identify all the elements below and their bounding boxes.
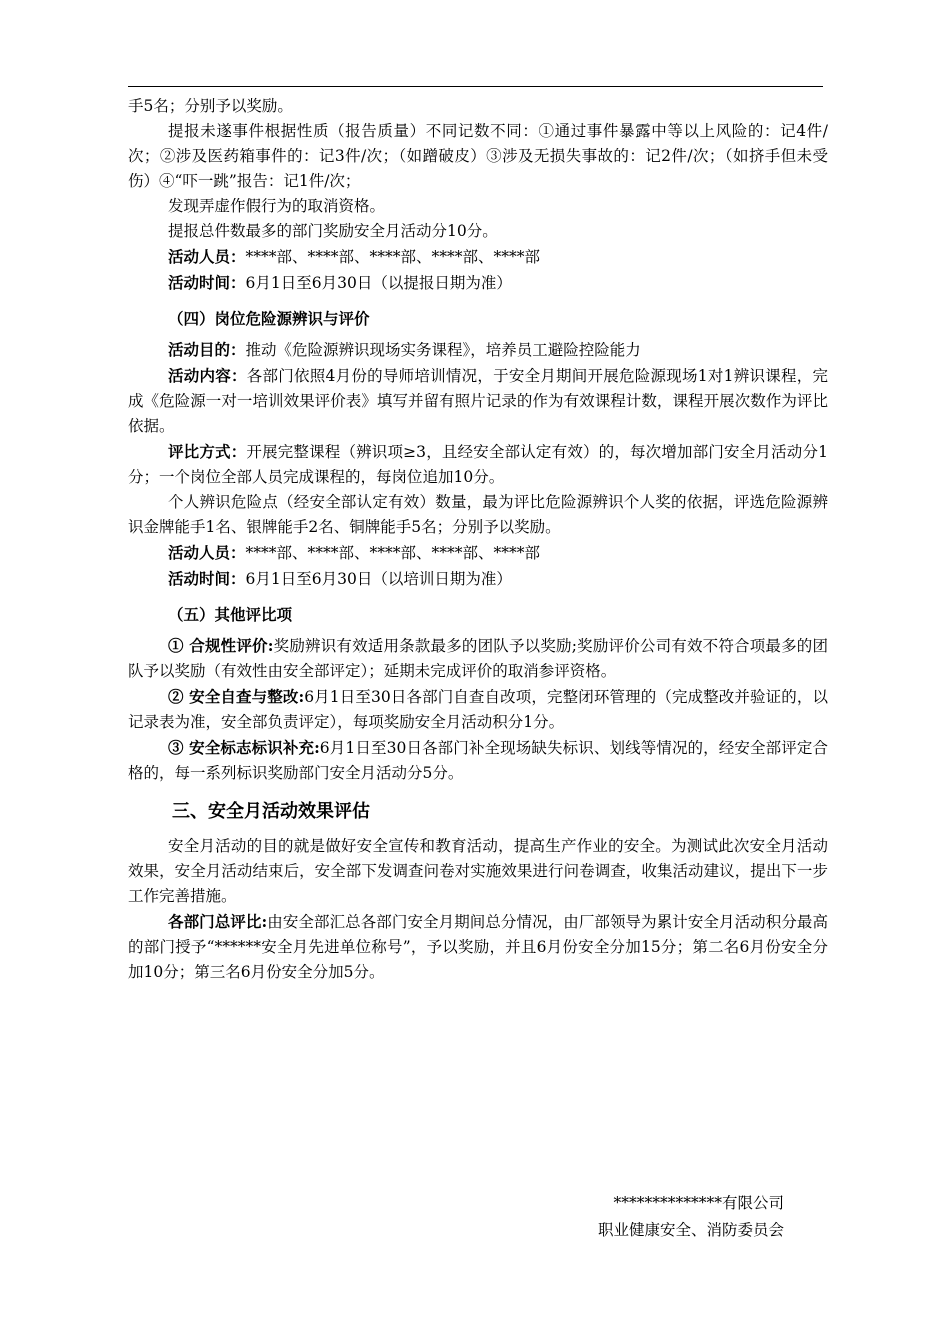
- activity-content: [128, 363, 828, 439]
- value: 由安全部汇总各部门安全月期间总分情况，由厂部领导为累计安全月活动积分最高的部门授予“******安全月先进单位称号”，予以奖励，并且6月份安全分加15分；第二名6月份安全分加10分；第三名6月份安全分加5分。: [128, 913, 828, 981]
- label: 评比方式：: [168, 442, 247, 461]
- paragraph: 个人辨识危险点（经安全部认定有效）数量，最为评比危险源辨识个人奖的依据，评选危险源辨识金牌能手1名、银牌能手2名、铜牌能手5名；分别予以奖励。: [128, 493, 828, 536]
- company-name: **************有限公司: [613, 1194, 784, 1212]
- label: 活动内容：: [168, 366, 247, 385]
- value: 奖励辨识有效适用条款最多的团队予以奖励;奖励评价公司有效不符合项最多的团队予以奖励（有效性由安全部评定）；延期未完成评价的取消参评资格。: [128, 637, 828, 680]
- paragraph: 发现弄虚作假行为的取消资格。: [168, 197, 386, 215]
- label: 活动时间：: [168, 569, 246, 588]
- value: 6月1日至30日各部门自查自改项，完整闭环管理的（完成整改并验证的，以记录表为准，安全部负责评定），每项奖励安全月活动积分1分。: [128, 688, 829, 731]
- overall-evaluation: [128, 909, 828, 985]
- list-item: [128, 684, 828, 735]
- paragraph: 提报总件数最多的部门奖励安全月活动分10分。: [168, 222, 498, 240]
- section-heading: （五）其他评比项: [168, 605, 293, 624]
- label: 活动人员：: [168, 247, 246, 266]
- label: 活动人员：: [168, 543, 246, 562]
- value: 推动《危险源辨识现场实务课程》，培养员工避险控险能力: [245, 341, 641, 359]
- chapter-heading: 三、安全月活动效果评估: [172, 801, 370, 822]
- list-item: [128, 735, 828, 786]
- value: 各部门依照4月份的导师培训情况，于安全月期间开展危险源现场1对1辨识课程，完成《危险源一对一培训效果评价表》填写并留有照片记录的作为有效课程计数，课程开展次数作为评比依据。: [128, 367, 828, 435]
- label: 各部门总评比:: [168, 912, 268, 931]
- paragraph: 提报未遂事件根据性质（报告质量）不同记数不同：①通过事件暴露中等以上风险的：记4件/次；②涉及医药箱事件的：记3件/次；（如蹭破皮）③涉及无损失事故的：记2件/次；（如挤手但未受伤）④“吓一跳”报告：记1件/次；: [128, 122, 828, 190]
- paragraph: 安全月活动的目的就是做好安全宣传和教育活动，提高生产作业的安全。为测试此次安全月活动效果，安全月活动结束后，安全部下发调查问卷对实施效果进行问卷调查，收集活动建议，提出下一步工作完善措施。: [128, 837, 828, 905]
- document-body: [128, 94, 828, 985]
- list-item: [128, 633, 828, 684]
- label: ① 合规性评价:: [168, 636, 274, 655]
- value: 6月1日至6月30日（以培训日期为准）: [245, 570, 512, 588]
- committee-name: 职业健康安全、消防委员会: [597, 1221, 784, 1239]
- label: 活动目的：: [168, 340, 246, 359]
- value: 6月1日至6月30日（以提报日期为准）: [245, 274, 512, 292]
- activity-purpose: [128, 337, 828, 363]
- section-heading: （四）岗位危险源辨识与评价: [168, 309, 370, 328]
- signature-block: [598, 1190, 784, 1244]
- value: 开展完整课程（辨识项≥3，且经安全部认定有效）的，每次增加部门安全月活动分1分；一个岗位全部人员完成课程的，每岗位追加10分。: [128, 443, 828, 486]
- label: 活动时间：: [168, 273, 246, 292]
- activity-staff: [128, 540, 828, 566]
- label: ② 安全自查与整改:: [168, 687, 305, 706]
- value: 6月1日至30日各部门补全现场缺失标识、划线等情况的，经安全部评定合格的，每一系列标识奖励部门安全月活动分5分。: [128, 739, 828, 782]
- value: ****部、****部、****部、****部、****部: [245, 248, 541, 266]
- value: ****部、****部、****部、****部、****部: [245, 544, 541, 562]
- evaluation-method: [128, 439, 828, 490]
- paragraph: 手5名；分别予以奖励。: [128, 97, 293, 115]
- header-rule: [128, 86, 823, 87]
- activity-staff: [128, 244, 828, 270]
- activity-time: [128, 566, 828, 592]
- label: ③ 安全标志标识补充:: [168, 738, 320, 757]
- activity-time: [128, 270, 828, 296]
